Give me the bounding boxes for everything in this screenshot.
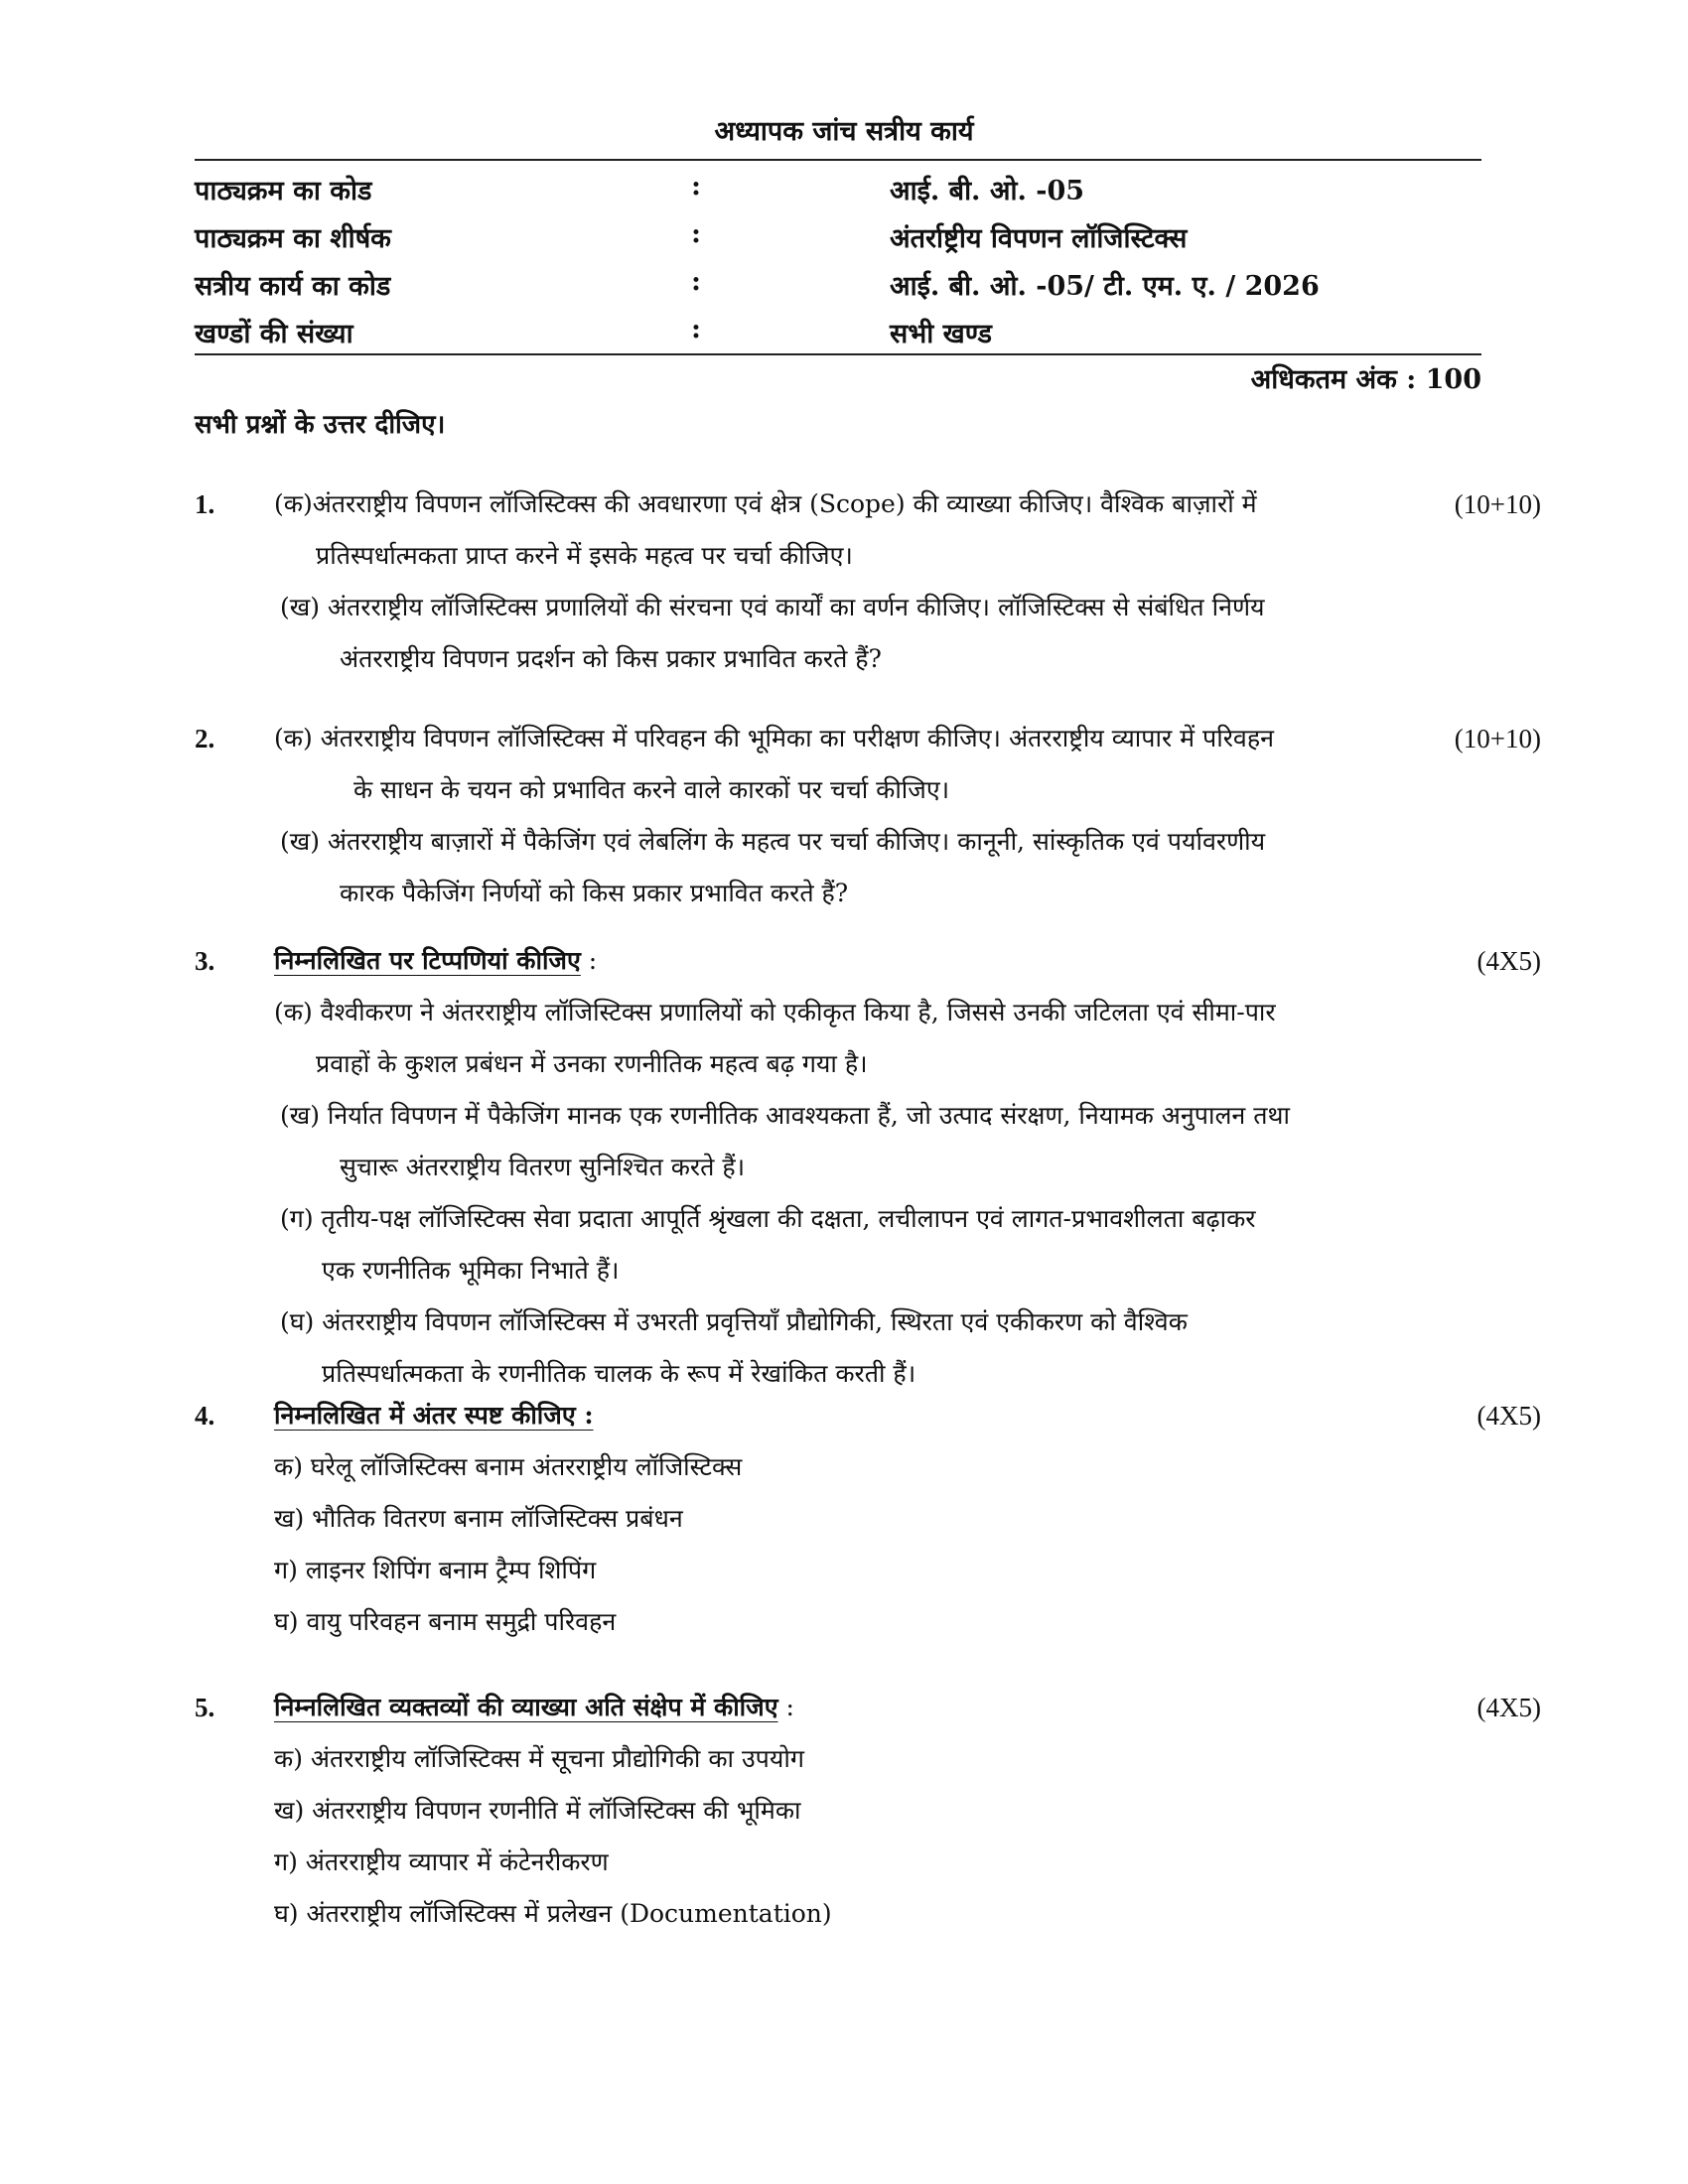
meta-label: पाठ्यक्रम का शीर्षक	[195, 223, 391, 254]
question-body	[274, 713, 1416, 919]
part-line: (घ) अंतरराष्ट्रीय विपणन लॉजिस्टिक्स में उभरती प्रवृत्तियाँ प्रौद्योगिकी, स्थिरता एवं एकीकरण को वैश्विक	[280, 1307, 1188, 1336]
meta-colon: :	[691, 266, 701, 297]
part-line: (ग) तृतीय-पक्ष लॉजिस्टिक्स सेवा प्रदाता आपूर्ति श्रृंखला की दक्षता, लचीलापन एवं लागत-प्रभावशीलता बढ़ाकर	[280, 1204, 1256, 1233]
question-marks: (10+10)	[1454, 489, 1541, 519]
instruction: सभी प्रश्नों के उत्तर दीजिए।	[195, 410, 446, 440]
header-bottom-rule	[195, 353, 1481, 355]
part-line: (क)अंतरराष्ट्रीय विपणन लॉजिस्टिक्स की अवधारणा एवं क्षेत्र (Scope) की व्याख्या कीजिए। वैश्विक बाज़ारों में	[274, 489, 1257, 518]
part-line: प्रतिस्पर्धात्मकता प्राप्त करने में इसके महत्व पर चर्चा कीजिए।	[316, 541, 853, 570]
question-marks: (4X5)	[1477, 1693, 1541, 1722]
question-number: 4.	[195, 1401, 215, 1431]
question-number: 3.	[195, 946, 215, 976]
meta-colon: :	[691, 314, 701, 344]
question-body	[274, 1390, 1416, 1648]
question-number: 1.	[195, 489, 215, 519]
meta-row-course-code	[195, 171, 1481, 214]
question-body	[274, 478, 1416, 685]
part-line: के साधन के चयन को प्रभावित करने वाले कारकों पर चर्चा कीजिए।	[353, 775, 950, 804]
meta-value: अंतर्राष्ट्रीय विपणन लॉजिस्टिक्स	[890, 223, 1188, 254]
meta-label: सत्रीय कार्य का कोड	[195, 271, 391, 302]
list-item: ग) लाइनर शिपिंग बनाम ट्रैम्प शिपिंग	[274, 1556, 597, 1584]
part-line: (क) अंतरराष्ट्रीय विपणन लॉजिस्टिक्स में परिवहन की भूमिका का परीक्षण कीजिए। अंतरराष्ट्रीय व्यापार में परिवहन	[274, 724, 1274, 752]
question-body	[274, 935, 1416, 1400]
question-marks: (4X5)	[1477, 946, 1541, 976]
question-1	[195, 478, 1541, 687]
question-3	[195, 935, 1541, 1388]
question-5	[195, 1682, 1541, 1950]
list-item: ग) अंतरराष्ट्रीय व्यापार में कंटेनरीकरण	[274, 1847, 609, 1876]
meta-row-blocks	[195, 314, 1481, 357]
question-number: 2.	[195, 724, 215, 753]
meta-colon: :	[691, 171, 701, 202]
question-heading: निम्नलिखित पर टिप्पणियां कीजिए :	[274, 946, 598, 975]
max-marks: अधिकतम अंक : 100	[1250, 364, 1481, 395]
part-line: (ख) निर्यात विपणन में पैकेजिंग मानक एक रणनीतिक आवश्यकता हैं, जो उत्पाद संरक्षण, नियामक अनुपालन तथा	[280, 1101, 1290, 1130]
list-item: क) अंतरराष्ट्रीय लॉजिस्टिक्स में सूचना प्रौद्योगिकी का उपयोग	[274, 1744, 804, 1773]
question-heading: निम्नलिखित में अंतर स्पष्ट कीजिए :	[274, 1401, 594, 1430]
question-part	[274, 478, 1416, 582]
part-line: कारक पैकेजिंग निर्णयों को किस प्रकार प्रभावित करते हैं?	[340, 879, 849, 907]
question-2	[195, 713, 1541, 921]
question-part	[274, 987, 1416, 1090]
header-top-rule	[195, 159, 1481, 161]
page-title: अध्यापक जांच सत्रीय कार्य	[714, 116, 974, 147]
meta-value: सभी खण्ड	[890, 319, 992, 349]
part-line: (ख) अंतरराष्ट्रीय लॉजिस्टिक्स प्रणालियों की संरचना एवं कार्यों का वर्णन कीजिए। लॉजिस्टिक्स से संबंधित निर्णय	[280, 593, 1265, 621]
part-line: (ख) अंतरराष्ट्रीय बाज़ारों में पैकेजिंग एवं लेबलिंग के महत्व पर चर्चा कीजिए। कानूनी, सांस्कृतिक एवं पर्यावरणीय	[280, 827, 1266, 856]
meta-value: आई. बी. ओ. -05	[890, 176, 1085, 206]
meta-label: खण्डों की संख्या	[195, 319, 353, 349]
part-line: अंतरराष्ट्रीय विपणन प्रदर्शन को किस प्रकार प्रभावित करते हैं?	[340, 644, 882, 673]
part-line: सुचारू अंतरराष्ट्रीय वितरण सुनिश्चित करते हैं।	[340, 1153, 746, 1181]
list-item: घ) अंतरराष्ट्रीय लॉजिस्टिक्स में प्रलेखन (Documentation)	[274, 1899, 832, 1928]
meta-row-course-title	[195, 218, 1481, 262]
part-line: एक रणनीतिक भूमिका निभाते हैं।	[322, 1256, 620, 1285]
question-4	[195, 1390, 1541, 1658]
question-part	[274, 582, 1416, 685]
question-part	[274, 816, 1416, 919]
question-heading: निम्नलिखित व्यक्तव्यों की व्याख्या अति संक्षेप में कीजिए :	[274, 1693, 794, 1721]
question-marks: (10+10)	[1454, 724, 1541, 753]
meta-colon: :	[691, 218, 701, 249]
meta-row-assignment-code	[195, 266, 1481, 310]
meta-label: पाठ्यक्रम का कोड	[195, 176, 372, 206]
list-item: ख) भौतिक वितरण बनाम लॉजिस्टिक्स प्रबंधन	[274, 1504, 683, 1533]
question-part	[274, 1297, 1416, 1400]
meta-value: आई. बी. ओ. -05/ टी. एम. ए. / 2026	[890, 271, 1320, 302]
question-part	[274, 1090, 1416, 1193]
question-part	[274, 713, 1416, 816]
question-body	[274, 1682, 1416, 1940]
question-number: 5.	[195, 1693, 215, 1722]
list-item: घ) वायु परिवहन बनाम समुद्री परिवहन	[274, 1607, 617, 1636]
question-marks: (4X5)	[1477, 1401, 1541, 1431]
part-line: (क) वैश्वीकरण ने अंतरराष्ट्रीय लॉजिस्टिक्स प्रणालियों को एकीकृत किया है, जिससे उनकी जटिलता एवं सीमा-पार	[274, 998, 1276, 1026]
question-part	[274, 1193, 1416, 1297]
list-item: ख) अंतरराष्ट्रीय विपणन रणनीति में लॉजिस्टिक्स की भूमिका	[274, 1796, 801, 1825]
part-line: प्रतिस्पर्धात्मकता के रणनीतिक चालक के रूप में रेखांकित करती हैं।	[322, 1359, 916, 1388]
list-item: क) घरेलू लॉजिस्टिक्स बनाम अंतरराष्ट्रीय लॉजिस्टिक्स	[274, 1452, 743, 1481]
part-line: प्रवाहों के कुशल प्रबंधन में उनका रणनीतिक महत्व बढ़ गया है।	[316, 1049, 868, 1078]
